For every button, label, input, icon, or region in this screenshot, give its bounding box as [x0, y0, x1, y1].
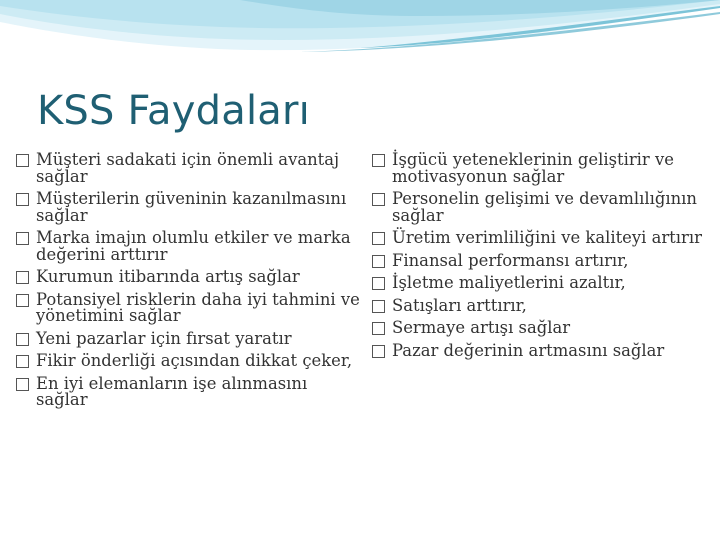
list-item-text: Fikir önderliği açısından dikkat çeker, [36, 351, 353, 370]
square-bullet-icon [372, 277, 385, 290]
list-item [372, 230, 712, 247]
list-item [16, 328, 361, 348]
square-bullet-icon [372, 232, 385, 245]
list-item [372, 320, 712, 337]
square-bullet-icon [372, 193, 385, 206]
list-item-text: Finansal performansı artırır, [392, 250, 629, 270]
square-bullet-icon [16, 232, 29, 245]
square-bullet-icon [372, 345, 385, 358]
square-bullet-icon [372, 300, 385, 313]
list-item-text: Satışları arttırır, [392, 295, 527, 315]
list-item [16, 191, 361, 224]
list-item-text: Müşterilerin güveninin kazanılmasını sağlar [36, 189, 347, 225]
list-item [16, 230, 361, 263]
header-wave-band [0, 0, 720, 72]
list-item [16, 289, 361, 325]
list-item [372, 275, 712, 292]
list-item-text: İşgücü yeteneklerinin geliştirir ve motivasyonun sağlar [392, 150, 674, 186]
list-item-text: Üretim verimliliğini ve kaliteyi artırır [392, 228, 702, 247]
square-bullet-icon [16, 378, 29, 391]
square-bullet-icon [16, 333, 29, 346]
square-bullet-icon [372, 154, 385, 167]
square-bullet-icon [372, 322, 385, 335]
square-bullet-icon [16, 154, 29, 167]
list-item [16, 373, 361, 409]
list-item-text: Personelin gelişimi ve devamlılığının sağlar [392, 189, 697, 225]
list-item-text: Pazar değerinin artmasını sağlar [392, 340, 665, 360]
list-item-text: Müşteri sadakati için önemli avantaj sağlar [36, 150, 340, 186]
list-item [372, 250, 712, 270]
list-item [372, 191, 712, 224]
square-bullet-icon [16, 355, 29, 368]
right-bullet-list [372, 152, 712, 365]
square-bullet-icon [16, 271, 29, 284]
square-bullet-icon [372, 255, 385, 268]
list-item-text: Kurumun itibarında artış sağlar [36, 267, 300, 286]
list-item-text: Marka imajın olumlu etkiler ve marka değerini arttırır [36, 228, 351, 264]
slide-title: KSS Faydaları [37, 88, 310, 134]
list-item [16, 152, 361, 185]
list-item [16, 353, 361, 370]
left-bullet-list [16, 152, 361, 415]
square-bullet-icon [16, 294, 29, 307]
list-item [372, 152, 712, 185]
list-item [372, 295, 712, 315]
list-item-text: Potansiyel risklerin daha iyi tahmini ve yönetimini sağlar [36, 289, 360, 325]
square-bullet-icon [16, 193, 29, 206]
list-item [372, 340, 712, 360]
list-item-text: Yeni pazarlar için fırsat yaratır [36, 328, 292, 348]
list-item [16, 269, 361, 286]
list-item-text: En iyi elemanların işe alınmasını sağlar [36, 373, 308, 409]
list-item-text: İşletme maliyetlerini azaltır, [392, 273, 626, 292]
list-item-text: Sermaye artışı sağlar [392, 318, 571, 337]
